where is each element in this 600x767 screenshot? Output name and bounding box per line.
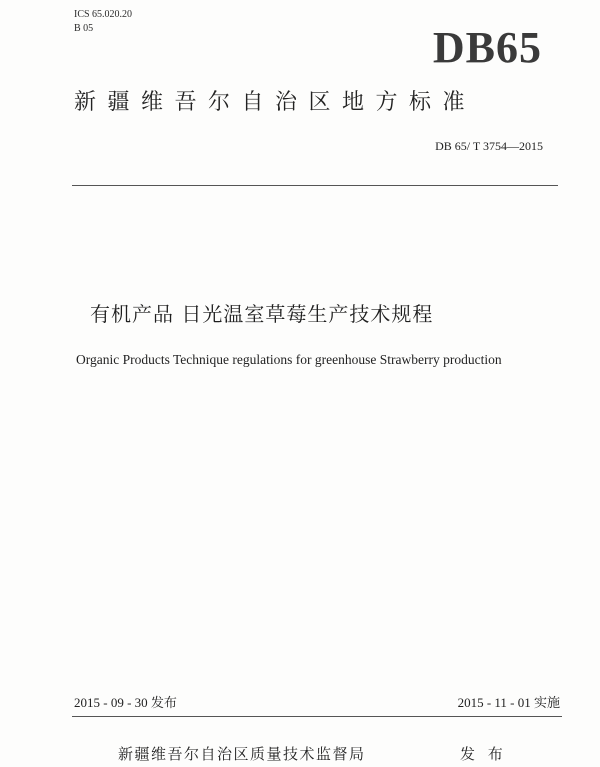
standard-type-heading: 新疆维吾尔自治区地方标准 — [74, 90, 477, 115]
issue-date: 2015 - 09 - 30 发布 — [74, 695, 177, 710]
document-title-english: Organic Products Technique regulations for greenhouse Strawberry production — [76, 352, 502, 367]
standard-logo: DB65 — [432, 23, 542, 72]
category-code: B 05 — [74, 23, 94, 34]
ics-code: ICS 65.020.20 — [74, 9, 133, 20]
standard-number: DB 65/ T 3754—2015 — [435, 139, 543, 153]
implementation-date: 2015 - 11 - 01 实施 — [457, 695, 560, 710]
document-title-chinese: 有机产品 日光温室草莓生产技术规程 — [90, 302, 434, 326]
footer-divider — [72, 716, 562, 717]
issuing-authority: 新疆维吾尔自治区质量技术监督局 — [118, 745, 366, 763]
issue-action: 发 布 — [460, 745, 507, 763]
header-divider — [72, 185, 558, 186]
